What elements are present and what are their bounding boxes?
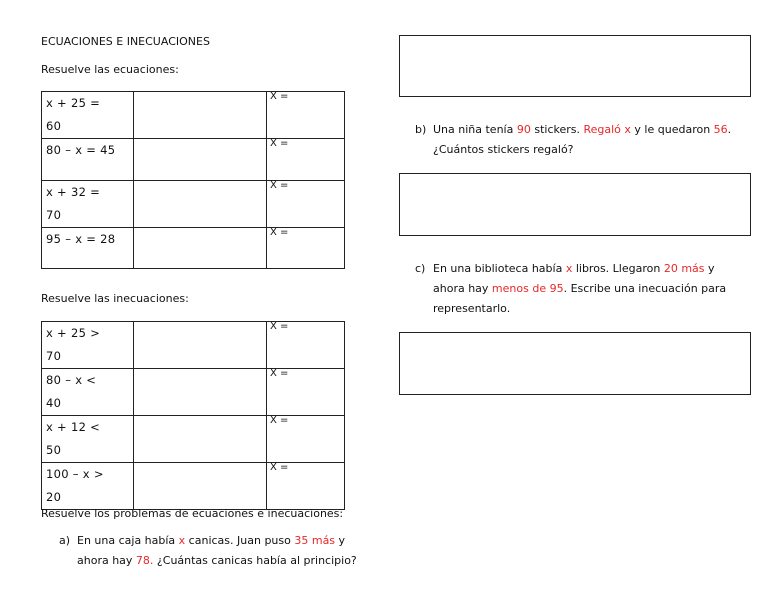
table-row [42, 463, 345, 510]
text-span: libros. Llegaron [572, 262, 664, 275]
inequality-text-cont: 20 [46, 490, 62, 504]
problem-letter: a) [59, 534, 71, 547]
equation-cell [42, 139, 134, 181]
answer-box-b[interactable] [399, 173, 751, 236]
answer-cell[interactable]: X = [267, 228, 345, 269]
work-area[interactable] [134, 416, 267, 463]
text-span: En una biblioteca había [433, 262, 566, 275]
problem-line [433, 120, 731, 140]
problem-line [433, 299, 726, 319]
text-span: ahora hay [77, 554, 136, 567]
equation-cell [42, 92, 134, 139]
table-row [42, 228, 345, 269]
text-span: . [727, 123, 732, 136]
problem-line [433, 140, 731, 160]
table-row [42, 92, 345, 139]
text-span: y [335, 534, 346, 547]
table-row [42, 322, 345, 369]
inequality-text-cont: 50 [46, 443, 62, 457]
answer-cell[interactable]: X = [267, 463, 345, 510]
problem-b-text [433, 120, 731, 160]
work-area[interactable] [134, 181, 267, 228]
work-area[interactable] [134, 228, 267, 269]
highlight-span: 90 [516, 123, 531, 136]
problem-a-text [77, 531, 357, 571]
highlight-span: menos de 95 [491, 282, 564, 295]
problem-letter: c) [415, 262, 426, 275]
text-span: y [704, 262, 715, 275]
highlight-span: Regaló x [583, 123, 631, 136]
problem-b [415, 120, 760, 162]
text-span: ¿Cuántos stickers regaló? [433, 143, 574, 156]
answer-box-c[interactable] [399, 332, 751, 395]
text-span: ahora hay [433, 282, 492, 295]
answer-cell[interactable]: X = [267, 139, 345, 181]
equation-text: x + 32 = [46, 185, 101, 199]
problems-instruction: Resuelve los problemas de ecuaciones e inecuaciones: [41, 507, 344, 520]
table-row [42, 139, 345, 181]
problem-c [415, 259, 760, 321]
inequality-cell [42, 463, 134, 510]
problem-line [77, 531, 357, 551]
equations-instruction: Resuelve las ecuaciones: [41, 63, 179, 76]
equation-text: x + 25 = [46, 96, 101, 110]
answer-cell[interactable]: X = [267, 416, 345, 463]
equations-table [41, 91, 345, 269]
problem-c-text [433, 259, 726, 319]
table-row [42, 369, 345, 416]
inequality-text: x + 25 > [46, 326, 101, 340]
problem-line [433, 259, 726, 279]
problem-letter: b) [415, 123, 427, 136]
text-span: Una niña tenía [433, 123, 517, 136]
answer-cell[interactable]: X = [267, 369, 345, 416]
work-area[interactable] [134, 322, 267, 369]
problem-line [433, 279, 726, 299]
equation-text-cont: 70 [46, 208, 62, 222]
inequality-text: 100 – x > [46, 467, 104, 481]
text-span: y le quedaron [630, 123, 714, 136]
text-span: . Escribe una inecuación para [563, 282, 727, 295]
highlight-span: 78. [135, 554, 154, 567]
inequalities-instruction: Resuelve las inecuaciones: [41, 292, 189, 305]
work-area[interactable] [134, 369, 267, 416]
text-span: representarlo. [433, 302, 511, 315]
answer-box-a[interactable] [399, 35, 751, 97]
equation-text: 80 – x = 45 [46, 143, 116, 157]
inequalities-table [41, 321, 345, 510]
table-row [42, 416, 345, 463]
problem-line [77, 551, 357, 571]
equation-text: 95 – x = 28 [46, 232, 116, 246]
work-area[interactable] [134, 92, 267, 139]
highlight-span: x [565, 262, 573, 275]
highlight-span: 20 más [663, 262, 705, 275]
work-area[interactable] [134, 463, 267, 510]
highlight-span: 35 más [294, 534, 336, 547]
worksheet-title: ECUACIONES E INECUACIONES [41, 35, 210, 48]
text-span: ¿Cuántas canicas había al principio? [153, 554, 357, 567]
text-span: canicas. Juan puso [185, 534, 295, 547]
inequality-text-cont: 40 [46, 396, 62, 410]
equation-cell [42, 181, 134, 228]
inequality-text: x + 12 < [46, 420, 101, 434]
answer-cell[interactable]: X = [267, 181, 345, 228]
equation-cell [42, 228, 134, 269]
answer-cell[interactable]: X = [267, 92, 345, 139]
table-row [42, 181, 345, 228]
inequality-cell [42, 322, 134, 369]
work-area[interactable] [134, 139, 267, 181]
inequality-cell [42, 416, 134, 463]
inequality-text-cont: 70 [46, 349, 62, 363]
text-span: stickers. [530, 123, 584, 136]
inequality-text: 80 – x < [46, 373, 97, 387]
text-span: En una caja había [77, 534, 179, 547]
equation-text-cont: 60 [46, 119, 62, 133]
highlight-span: x [178, 534, 186, 547]
answer-cell[interactable]: X = [267, 322, 345, 369]
problem-a [59, 531, 389, 573]
inequality-cell [42, 369, 134, 416]
highlight-span: 56 [713, 123, 728, 136]
